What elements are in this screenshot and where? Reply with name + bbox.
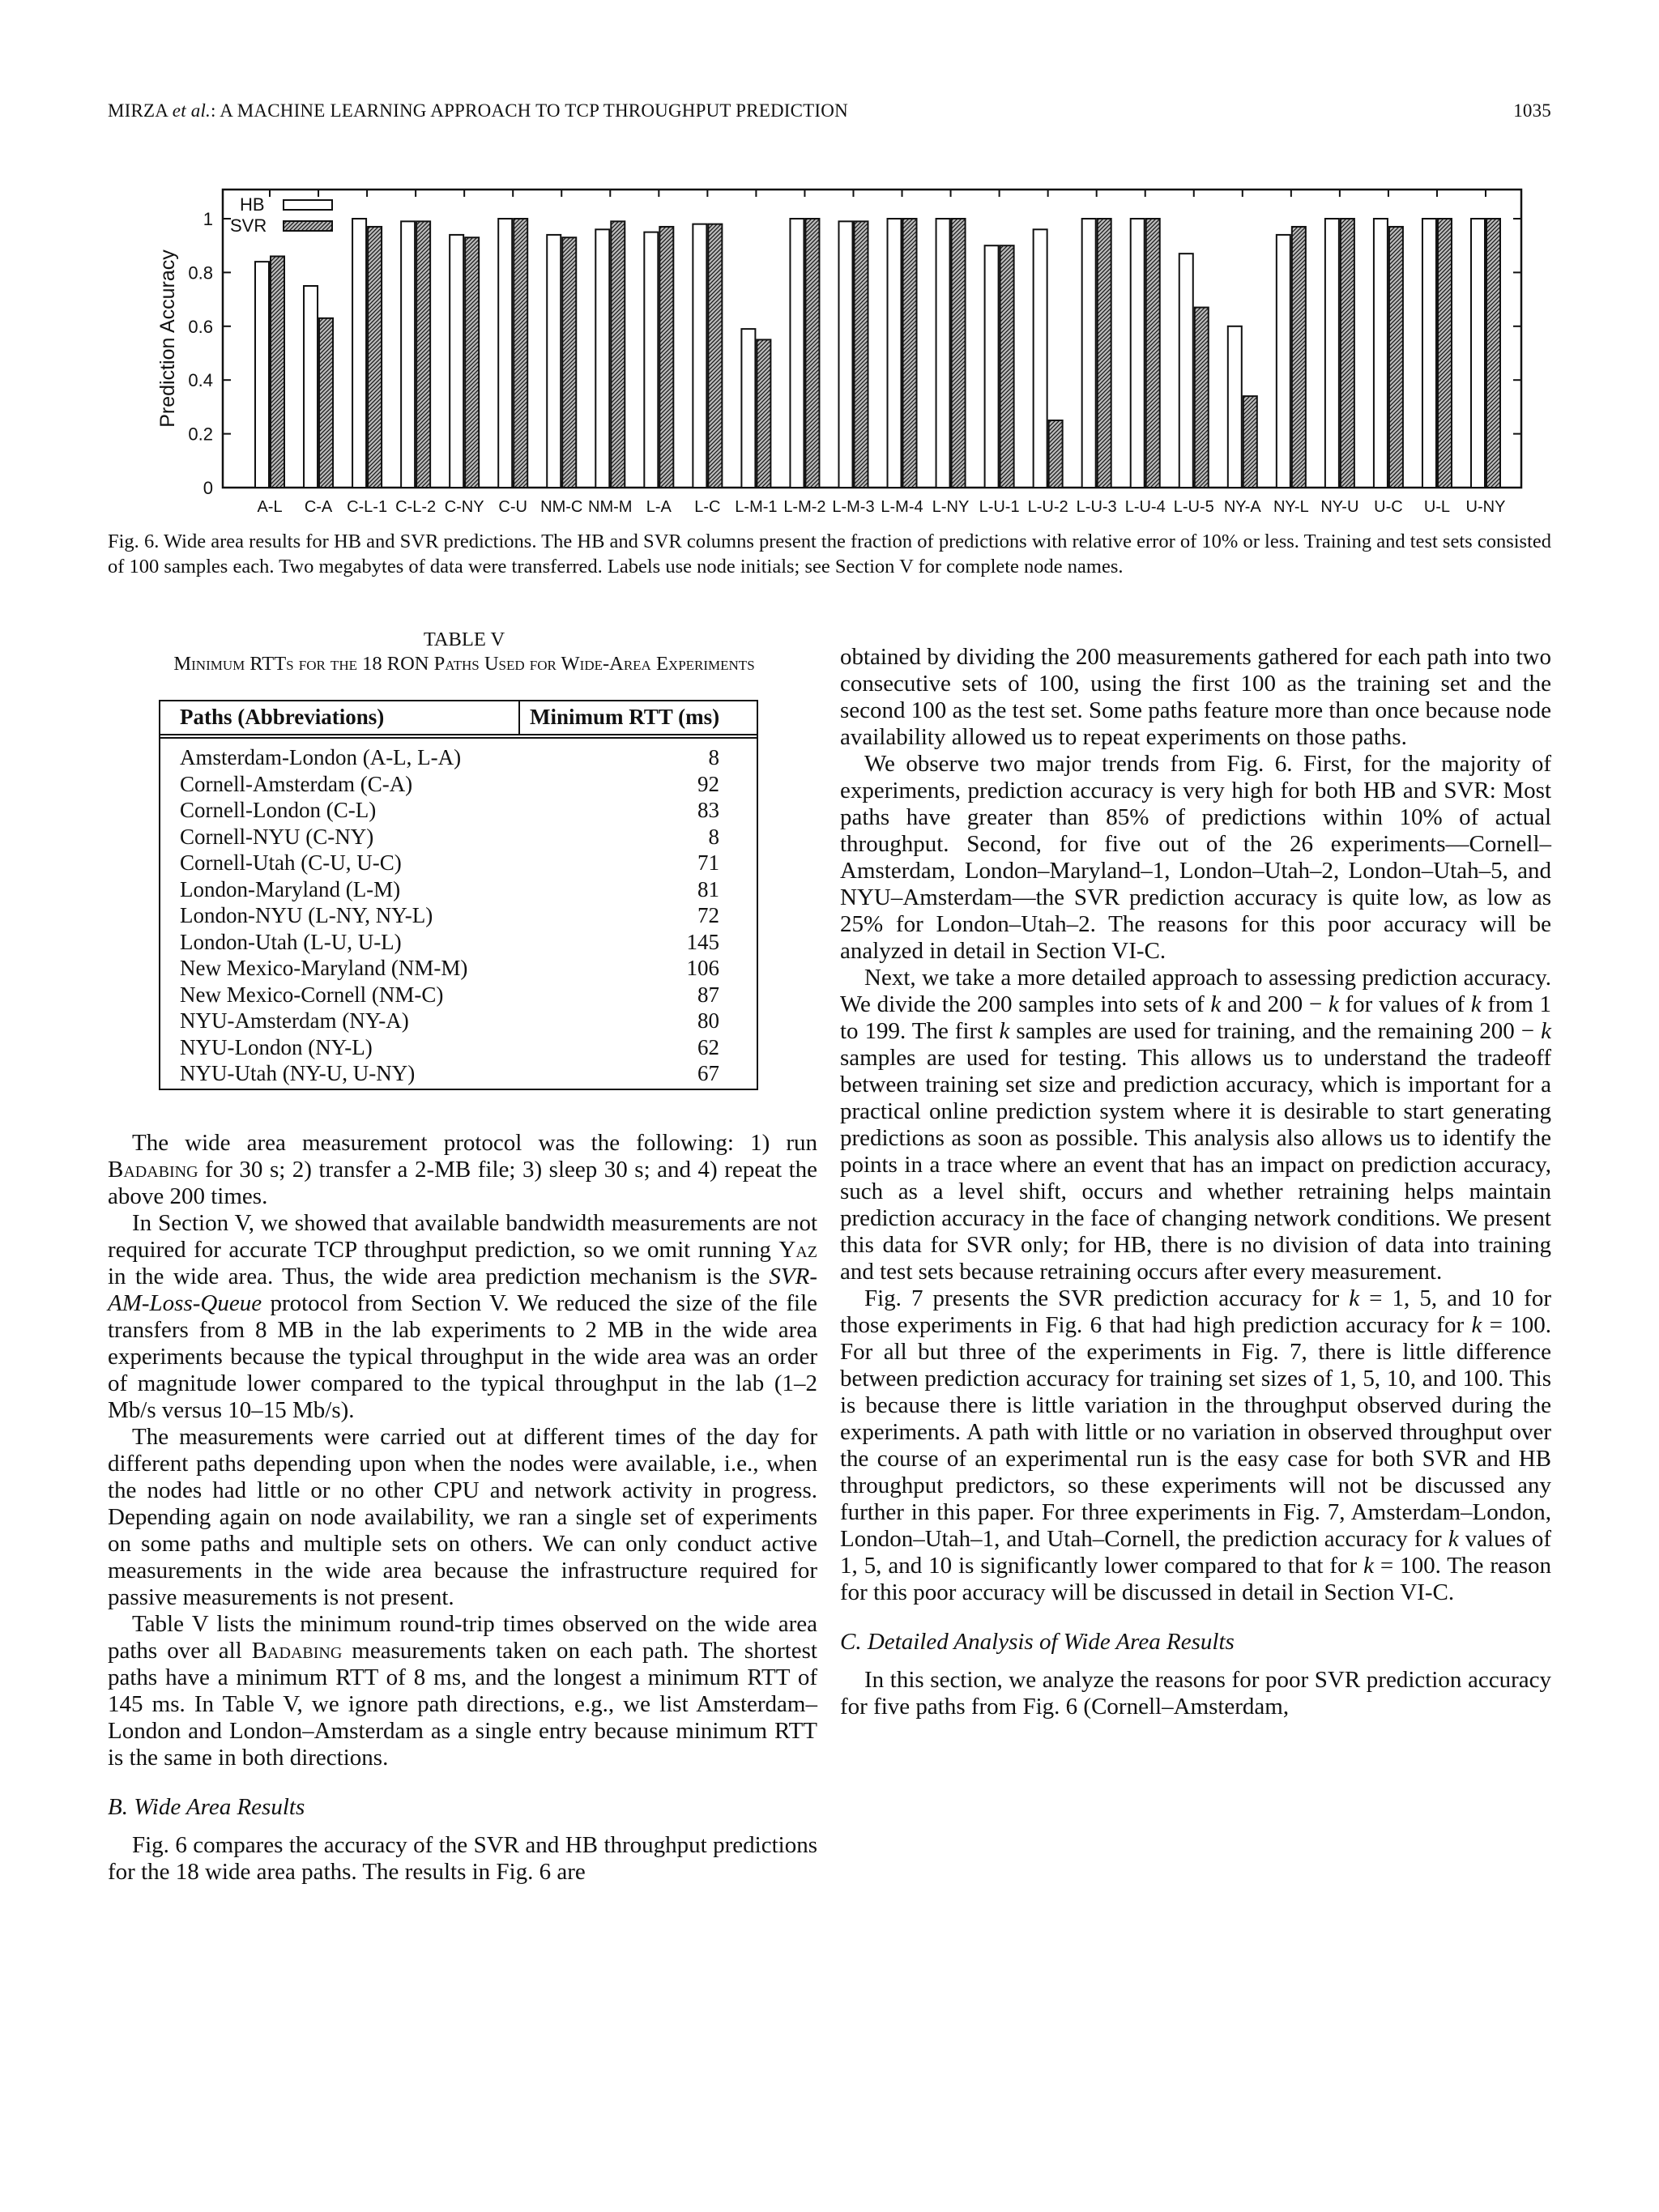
x-tick-label: C-NY [444, 498, 484, 516]
table-title: Minimum RTTs for the 18 RON Paths Used for Wide-Area Experiments [173, 653, 755, 675]
table-cell-path: London-Utah (L-U, U-L) [180, 929, 402, 954]
y-tick-label: 0.8 [188, 262, 213, 283]
bar-svr-ny-u [1341, 219, 1354, 488]
table-cell-path: NYU-London (NY-L) [180, 1034, 373, 1059]
paragraph: We observe two major trends from Fig. 6. First, for the majority of experiments, prediction accuracy is very high for both HB and SVR: Most paths have greater than 85% of predictions within 10% of actual throughput. Second, for five out of the 26 experiments—Cornell–Amsterdam, London–Maryland–1, London–Utah–2, London–Utah–5, and NYU–Amsterdam—the SVR prediction accuracy is quite low, as low as 25% for London–Utah–2. The reasons for this poor accuracy will be analyzed in detail in Section VI-C. [840, 751, 1551, 964]
x-tick-label: NY-L [1273, 498, 1309, 516]
paragraph: In this section, we analyze the reasons for poor SVR prediction accuracy for five paths from Fig. 6 (Cornell–Amsterdam, [840, 1667, 1551, 1720]
bar-hb-l-m-2 [790, 219, 804, 488]
x-tick-label: L-M-3 [832, 498, 875, 516]
table-row [160, 772, 757, 799]
bar-hb-c-l-1 [352, 219, 366, 488]
table-cell-rtt: 80 [697, 1008, 719, 1033]
y-tick-label: 0.2 [188, 424, 213, 445]
table-row [160, 745, 757, 772]
right-column [840, 644, 1551, 1720]
bar-hb-l-u-3 [1082, 219, 1096, 488]
bar-svr-c-a [319, 318, 333, 488]
table-cell-rtt: 8 [708, 745, 719, 769]
figure-caption: Fig. 6. Wide area results for HB and SVR predictions. The HB and SVR columns present the fraction of predictions with relative error of 10% or less. Training and test sets consisted of 100 samples each. Two megabytes of data were transferred. Labels use node initials; see Section V for complete node names. [108, 531, 1551, 578]
table-cell-rtt: 92 [697, 771, 719, 796]
table-cell-path: NYU-Utah (NY-U, U-NY) [180, 1061, 416, 1085]
bar-svr-u-c [1389, 227, 1403, 488]
table-cell-path: New Mexico-Cornell (NM-C) [180, 982, 444, 1007]
table-header [160, 701, 757, 735]
paragraph: In Section V, we showed that available bandwidth measurements are not required for accurate TCP throughput prediction, so we omit running Yaz in the wide area. Thus, the wide area prediction mechanism is the SVR-AM-Loss-Queue protocol from Section V. We reduced the size of the file transfers from 8 MB in the lab experiments to 2 MB in the wide area experiments because the typical throughput in the wide area was an order of magnitude lower compared to the typical throughput in the lab (1–2 Mb/s versus 10–15 Mb/s). [108, 1210, 817, 1423]
bar-hb-l-u-1 [985, 245, 999, 488]
table-cell-path: Amsterdam-London (A-L, L-A) [180, 745, 462, 769]
table-cell-rtt: 106 [686, 956, 719, 980]
bar-hb-l-u-2 [1034, 229, 1047, 488]
bar-svr-c-u [514, 219, 527, 488]
bar-svr-l-m-3 [854, 221, 868, 488]
legend-label-svr: SVR [230, 215, 267, 236]
rtt-table [159, 700, 758, 1090]
table-row [160, 903, 757, 930]
bar-hb-l-m-4 [888, 219, 902, 488]
table-cell-rtt: 62 [697, 1034, 719, 1059]
legend-swatch-hb [284, 200, 332, 210]
bar-hb-nm-c [547, 235, 561, 488]
bar-hb-l-m-1 [741, 329, 755, 488]
table-cell-path: Cornell-London (C-L) [180, 798, 377, 822]
legend-swatch-svr [284, 221, 332, 231]
running-header [108, 100, 1551, 130]
bar-hb-c-u [498, 219, 512, 488]
x-tick-label: L-U-4 [1124, 498, 1166, 516]
paragraph: Table V lists the minimum round-trip times observed on the wide area paths over all Badabing measurements taken on each path. The shortest paths have a minimum RTT of 8 ms, and the longest a minimum RTT of 145 ms. In Table V, we ignore path directions, e.g., we list Amsterdam–London and London–Amsterdam as a single entry because minimum RTT is the same in both directions. [108, 1611, 817, 1771]
paragraph: Fig. 7 presents the SVR prediction accuracy for k = 1, 5, and 10 for those experiments in Fig. 6 that had high prediction accuracy for k = 100. For all but three of the experiments in Fig. 7, there is little difference between prediction accuracy for training set sizes of 1, 5, 10, and 100. This is because there is little variation in the throughput observed during the experiments. A path with little or no variation in observed throughput over the course of an experimental run is the easy case for both SVR and HB throughput predictors, so these experiments will not be discussed any further in this paper. For three experiments in Fig. 7, Amsterdam–London, London–Utah–1, and Utah–Cornell, the prediction accuracy for k values of 1, 5, and 10 is significantly lower compared to that for k = 100. The reason for this poor accuracy will be discussed in detail in Section VI-C. [840, 1285, 1552, 1605]
table-row [160, 1008, 757, 1035]
bar-svr-u-ny [1486, 219, 1500, 488]
bar-svr-l-u-2 [1049, 420, 1063, 488]
x-tick-label: NM-C [540, 498, 583, 516]
bar-svr-l-m-4 [903, 219, 917, 488]
paragraph: Next, we take a more detailed approach to assessing prediction accuracy. We divide the 200 samples into sets of k and 200 − k for values of k from 1 to 199. The first k samples are used for training, and the remaining 200 − k samples are used for testing. This allows us to understand the tradeoff between training set size and prediction accuracy, which is important for a practical online prediction system where it is desirable to start generating predictions as soon as possible. This analysis also allows us to identify the points in a trace where an event that has an impact on prediction accuracy, such as a level shift, occurs and whether retraining helps maintain prediction accuracy in the face of changing network conditions. We present this data for SVR only; for HB, there is no division of data into training and test sets because retraining occurs after every measurement. [840, 965, 1551, 1285]
paragraph: Fig. 6 compares the accuracy of the SVR and HB throughput predictions for the 18 wide area paths. The results in Fig. 6 are [108, 1832, 817, 1885]
table-header-rtt: Minimum RTT (ms) [530, 705, 720, 729]
table-body [160, 745, 757, 1088]
bar-hb-l-u-5 [1179, 254, 1193, 488]
x-tick-label: L-A [646, 498, 672, 516]
table-title-block [108, 628, 821, 676]
bar-hb-u-c [1374, 219, 1388, 488]
paragraph: The measurements were carried out at different times of the day for different paths depending upon when the nodes were available, i.e., when the nodes had little or no other CPU and network activity in progress. Depending again on node availability, we ran a single set of experiments on some paths and multiple sets on others. We can only conduct active measurements in the wide area because the infrastructure required for passive measurements is not present. [108, 1424, 817, 1610]
table-cell-path: Cornell-NYU (C-NY) [180, 824, 374, 849]
x-tick-label: NY-U [1320, 498, 1359, 516]
bar-hb-l-m-3 [838, 221, 852, 488]
bar-hb-c-l-2 [401, 221, 415, 488]
x-tick-label: C-A [304, 498, 333, 516]
x-tick-label: L-C [694, 498, 721, 516]
left-column [108, 1130, 817, 1886]
x-tick-label: L-U-3 [1076, 498, 1117, 516]
bar-svr-a-l [271, 256, 284, 488]
x-tick-label: U-NY [1465, 498, 1506, 516]
paragraph: The wide area measurement protocol was the following: 1) run Badabing for 30 s; 2) transfer a 2-MB file; 3) sleep 30 s; and 4) repeat the above 200 times. [108, 1130, 817, 1209]
bar-hb-c-ny [450, 235, 463, 488]
table-cell-rtt: 71 [697, 850, 719, 875]
y-tick-label: 0.4 [188, 370, 213, 391]
bar-hb-ny-a [1228, 326, 1242, 488]
bar-svr-l-u-3 [1098, 219, 1111, 488]
bar-svr-c-ny [465, 237, 479, 488]
table-cell-rtt: 87 [697, 982, 719, 1007]
bar-hb-l-a [644, 232, 658, 488]
bar-svr-u-l [1438, 219, 1452, 488]
bar-hb-c-a [304, 286, 318, 488]
bar-svr-ny-a [1243, 396, 1257, 488]
table-cell-path: London-Maryland (L-M) [180, 876, 401, 901]
table-row [160, 798, 757, 825]
table-cell-rtt: 83 [697, 798, 719, 822]
table-cell-path: NYU-Amsterdam (NY-A) [180, 1008, 409, 1033]
table-column-divider [518, 701, 520, 734]
bar-svr-l-ny [952, 219, 966, 488]
page-number: 1035 [1513, 100, 1551, 121]
fig6-bar-chart [146, 180, 1523, 520]
x-tick-label: L-M-2 [783, 498, 826, 516]
table-row [160, 850, 757, 877]
x-tick-label: NM-M [588, 498, 633, 516]
x-tick-label: U-L [1423, 498, 1451, 516]
legend-label-hb: HB [240, 194, 265, 215]
paragraph: obtained by dividing the 200 measurements gathered for each path into two consecutive sets of 100, using the first 100 as the training set and the second 100 as the test set. Some paths feature more than once because node availability allowed us to repeat experiments on those paths. [840, 644, 1551, 750]
table-row [160, 982, 757, 1009]
bar-svr-nm-c [562, 237, 576, 488]
table-cell-rtt: 81 [697, 876, 719, 901]
bar-hb-ny-l [1277, 235, 1290, 488]
y-tick-label: 0.6 [188, 316, 213, 337]
table-cell-path: London-NYU (L-NY, NY-L) [180, 903, 433, 927]
bar-hb-l-c [693, 224, 706, 488]
x-tick-label: L-NY [932, 498, 970, 516]
table-cell-path: New Mexico-Maryland (NM-M) [180, 956, 468, 980]
bar-svr-l-u-5 [1195, 308, 1209, 488]
table-row [160, 930, 757, 957]
bar-hb-ny-u [1325, 219, 1339, 488]
bar-svr-c-l-2 [416, 221, 430, 488]
table-cell-rtt: 67 [697, 1061, 719, 1085]
bar-svr-c-l-1 [368, 227, 382, 488]
x-tick-label: L-M-1 [735, 498, 778, 516]
bar-hb-nm-m [595, 229, 609, 488]
bar-hb-u-l [1422, 219, 1436, 488]
x-tick-label: U-C [1374, 498, 1403, 516]
table-label: TABLE V [423, 629, 505, 650]
table-row [160, 825, 757, 851]
table-row [160, 956, 757, 982]
bar-svr-l-c [708, 224, 722, 488]
table-header-rule [160, 737, 757, 739]
x-tick-label: L-M-4 [881, 498, 923, 516]
bar-svr-ny-l [1292, 227, 1306, 488]
y-tick-label: 0 [203, 478, 213, 498]
table-cell-rtt: 145 [686, 929, 719, 954]
section-heading-b: B. Wide Area Results [108, 1794, 305, 1820]
table-row [160, 877, 757, 904]
x-tick-label: L-U-1 [979, 498, 1020, 516]
bar-svr-l-m-2 [805, 219, 819, 488]
x-tick-label: A-L [257, 498, 283, 516]
table-cell-rtt: 72 [697, 903, 719, 927]
bar-hb-a-l [255, 262, 269, 488]
table-row [160, 1035, 757, 1062]
bar-svr-l-a [659, 227, 673, 488]
x-tick-label: L-U-2 [1027, 498, 1068, 516]
x-tick-label: C-U [498, 498, 527, 516]
x-tick-label: C-L-2 [395, 498, 437, 516]
y-axis-label: Prediction Accuracy [156, 249, 179, 428]
table-row [160, 1061, 757, 1088]
bar-svr-l-u-1 [1000, 245, 1014, 488]
bar-svr-nm-m [611, 221, 625, 488]
x-tick-label: C-L-1 [347, 498, 388, 516]
x-tick-label: L-U-5 [1173, 498, 1214, 516]
bar-hb-l-ny [936, 219, 950, 488]
table-header-paths: Paths (Abbreviations) [180, 705, 385, 729]
y-tick-label: 1 [203, 209, 213, 229]
bar-svr-l-m-1 [757, 339, 770, 488]
running-title: MIRZA et al.: A MACHINE LEARNING APPROACH TO TCP THROUGHPUT PREDICTION [108, 100, 848, 121]
bar-hb-l-u-4 [1131, 219, 1145, 488]
bar-hb-u-ny [1471, 219, 1485, 488]
table-cell-path: Cornell-Utah (C-U, U-C) [180, 850, 402, 875]
table-cell-rtt: 8 [708, 824, 719, 849]
section-heading-c: C. Detailed Analysis of Wide Area Results [840, 1629, 1235, 1655]
bar-svr-l-u-4 [1146, 219, 1160, 488]
x-tick-label: NY-A [1223, 498, 1261, 516]
table-cell-path: Cornell-Amsterdam (C-A) [180, 771, 413, 796]
